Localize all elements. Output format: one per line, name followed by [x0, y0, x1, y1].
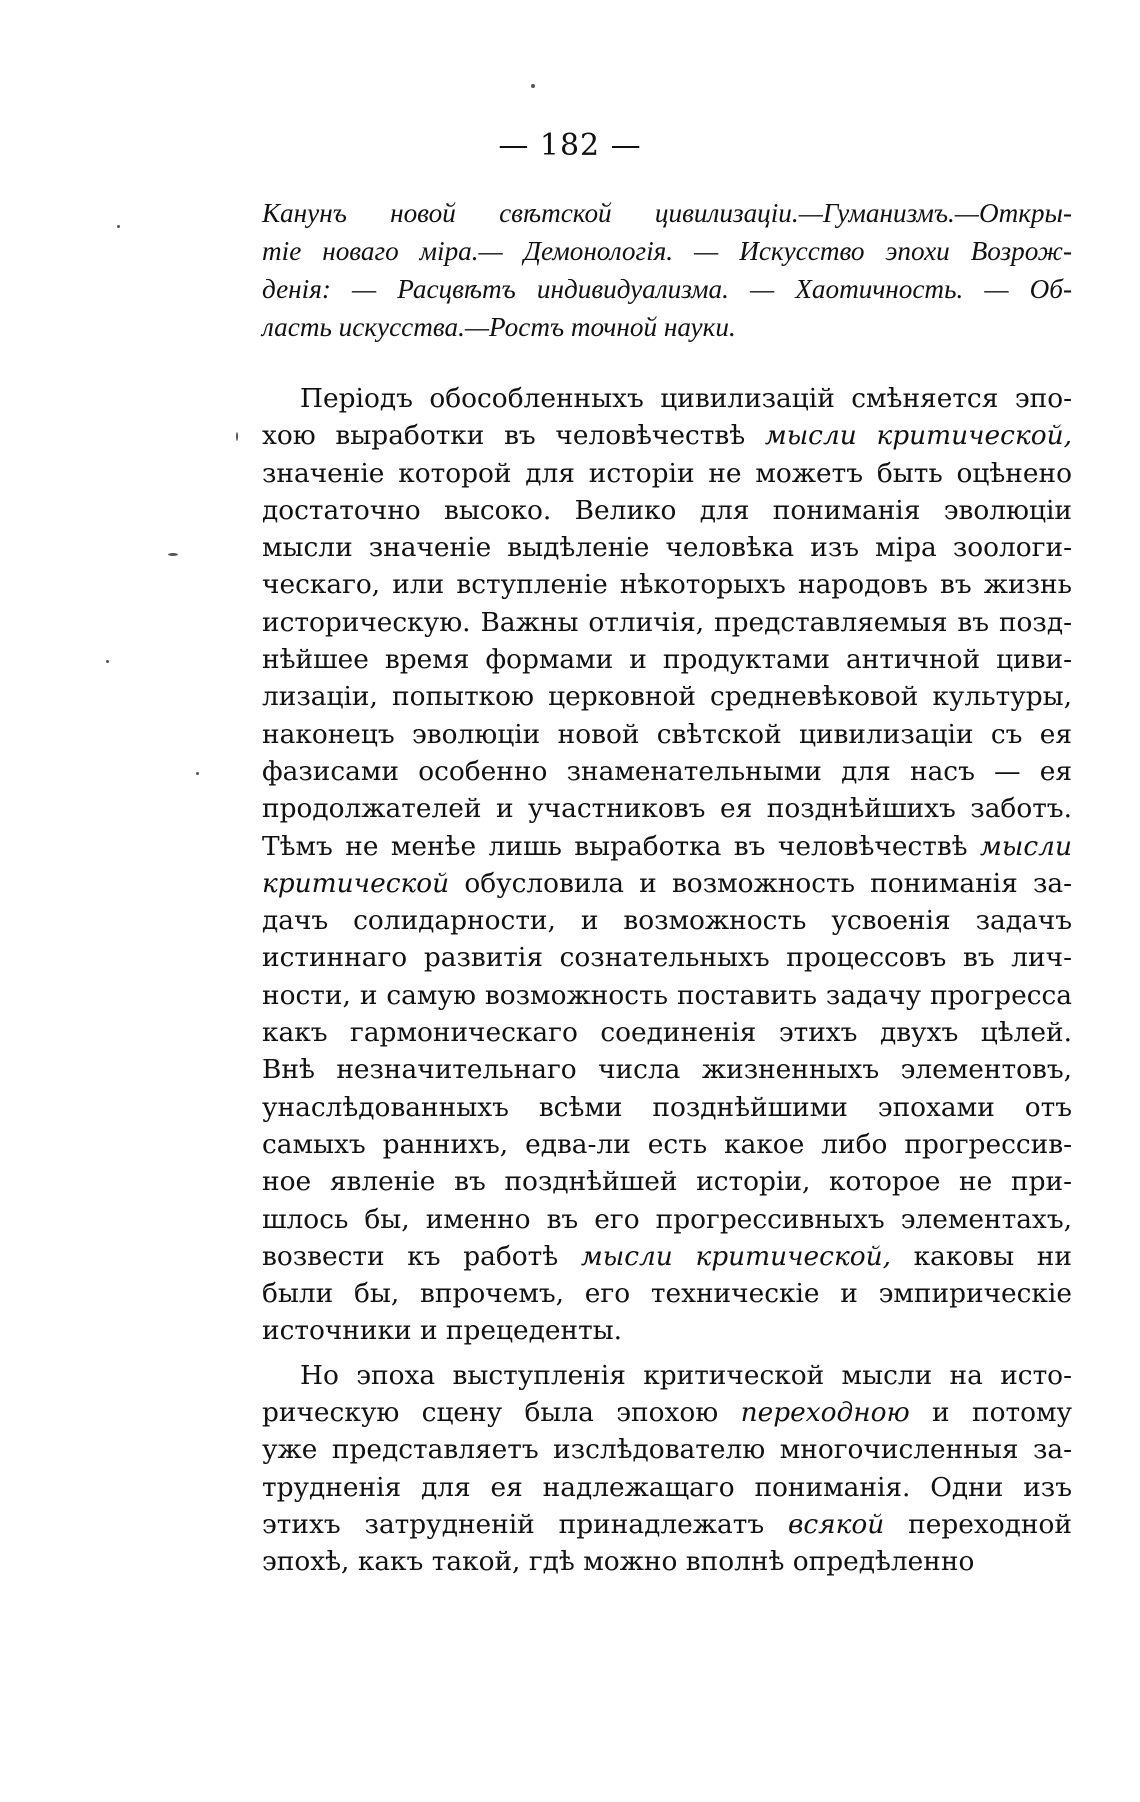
text-run: были бы, впрочемъ, его техническіе и эмпирическіе	[262, 1278, 1072, 1310]
text-run: самыхъ раннихъ, едва-ли есть какое либо прогрессив-	[262, 1128, 1072, 1160]
text-line	[262, 566, 1072, 603]
summary-line: ласть искусства.—Ростъ точной науки.	[262, 312, 736, 342]
text-line	[262, 790, 1072, 827]
text-run: унаслѣдованныхъ всѣми позднѣйшими эпохами отъ	[262, 1091, 1072, 1123]
scan-speck	[106, 660, 109, 663]
text-line	[262, 529, 1072, 566]
scan-speck	[117, 225, 120, 228]
text-run: трудненія для ея надлежащаго пониманія. Одни изъ	[262, 1471, 1072, 1503]
italic-phrase: мысли	[980, 830, 1072, 862]
text-line	[262, 977, 1072, 1014]
text-run: дачъ солидарности, и возможность усвоенія задачъ	[262, 905, 1072, 937]
text-line	[262, 1357, 1072, 1394]
italic-phrase: мысли критической,	[580, 1240, 891, 1272]
body-text	[262, 380, 1072, 1588]
text-line	[262, 828, 1072, 865]
text-run: какъ гармоническаго соединенія этихъ двухъ цѣлей.	[262, 1017, 1072, 1049]
text-run: возвести къ работѣ	[262, 1240, 581, 1272]
text-line	[262, 1201, 1072, 1238]
text-line	[262, 1014, 1072, 1051]
scan-speck	[168, 553, 178, 556]
text-run: каковы ни	[890, 1240, 1072, 1272]
summary-line: Канунъ новой свѣтской цивилизаціи.—Гуманизмъ.—Откры-	[262, 198, 1072, 228]
italic-phrase: критической	[262, 867, 450, 899]
text-line	[262, 604, 1072, 641]
text-run: Внѣ незначительнаго числа жизненныхъ элементовъ,	[262, 1054, 1072, 1086]
text-line	[262, 455, 1072, 492]
text-line	[262, 380, 1072, 417]
text-run: продолжателей и участниковъ ея позднѣйшихъ заботъ.	[262, 793, 1072, 825]
scan-speck	[196, 772, 199, 775]
text-line	[262, 939, 1072, 976]
italic-phrase: переходною	[740, 1397, 910, 1429]
text-line	[262, 1275, 1072, 1312]
text-line	[262, 1543, 1072, 1580]
text-run: ности, и самую возможность поставить задачу прогресса	[262, 979, 1072, 1011]
text-run: лизаціи, попыткою церковной средневѣковой культуры,	[262, 681, 1072, 713]
text-run: значеніе которой для исторіи не можетъ быть оцѣнено	[262, 457, 1072, 489]
scan-speck	[236, 432, 238, 441]
text-run: эпохѣ, какъ такой, гдѣ можно вполнѣ опредѣленно	[262, 1546, 975, 1578]
text-run: истиннаго развитія сознательныхъ процессовъ въ лич-	[262, 942, 1072, 974]
paragraph	[262, 380, 1072, 1350]
text-line	[262, 902, 1072, 939]
text-run: источники и прецеденты.	[262, 1315, 623, 1347]
text-line	[262, 1469, 1072, 1506]
text-line	[262, 753, 1072, 790]
text-line	[262, 1163, 1072, 1200]
text-run: мысли значеніе выдѣленіе человѣка изъ міра зоологи-	[262, 532, 1072, 564]
page-number: — 182 —	[498, 128, 642, 163]
text-line	[262, 1431, 1072, 1468]
text-run: этихъ затрудненій принадлежатъ	[262, 1508, 789, 1540]
text-run: рическую сцену была эпохою	[262, 1397, 741, 1429]
text-run: обусловила и возможность пониманія за-	[449, 867, 1072, 899]
text-line	[262, 716, 1072, 753]
text-run: уже представляетъ изслѣдователю многочисленныя за-	[262, 1434, 1072, 1466]
summary-line: тіе новаго міра.— Демонологія. — Искусство эпохи Возрож-	[262, 236, 1072, 266]
text-run: и потому	[909, 1397, 1073, 1429]
text-line	[262, 417, 1072, 454]
text-run: Тѣмъ не менѣе лишь выработка въ человѣчествѣ	[262, 830, 981, 862]
text-line	[262, 1051, 1072, 1088]
text-run: ное явленіе въ позднѣйшей исторіи, которое не при-	[262, 1166, 1072, 1198]
text-run: фазисами особенно знаменательными для насъ — ея	[262, 755, 1072, 787]
text-line	[262, 1126, 1072, 1163]
text-run: шлось бы, именно въ его прогрессивныхъ элементахъ,	[262, 1203, 1072, 1235]
summary-line: денія: — Расцвѣтъ индивидуализма. — Хаотичность. — Об-	[262, 274, 1072, 304]
text-run: переходной	[884, 1508, 1072, 1540]
text-line	[262, 678, 1072, 715]
text-run: наконецъ эволюціи новой свѣтской цивилизаціи съ ея	[262, 718, 1072, 750]
text-line	[262, 492, 1072, 529]
text-line	[262, 1238, 1072, 1275]
chapter-summary	[262, 194, 1072, 346]
text-run: ческаго, или вступленіе нѣкоторыхъ народовъ въ жизнь	[262, 569, 1072, 601]
text-line	[262, 1394, 1072, 1431]
paragraph	[262, 1357, 1072, 1581]
text-run: Періодъ обособленныхъ цивилизацій смѣняется эпо-	[300, 383, 1072, 414]
text-line	[262, 1312, 1072, 1349]
text-run: нѣйшее время формами и продуктами античной циви-	[262, 644, 1072, 676]
italic-phrase: мысли критической,	[764, 420, 1072, 452]
italic-phrase: всякой	[788, 1508, 885, 1540]
scan-speck	[531, 84, 535, 88]
text-run: хою выработки въ человѣчествѣ	[262, 420, 765, 452]
text-line	[262, 1089, 1072, 1126]
text-run: Но эпоха выступленія критической мысли на исто-	[300, 1359, 1072, 1391]
text-line	[262, 641, 1072, 678]
text-run: достаточно высоко. Велико для пониманія эволюціи	[262, 494, 1072, 526]
text-line	[262, 865, 1072, 902]
text-run: историческую. Важны отличія, представляемыя въ позд-	[262, 606, 1072, 638]
text-line	[262, 1506, 1072, 1543]
